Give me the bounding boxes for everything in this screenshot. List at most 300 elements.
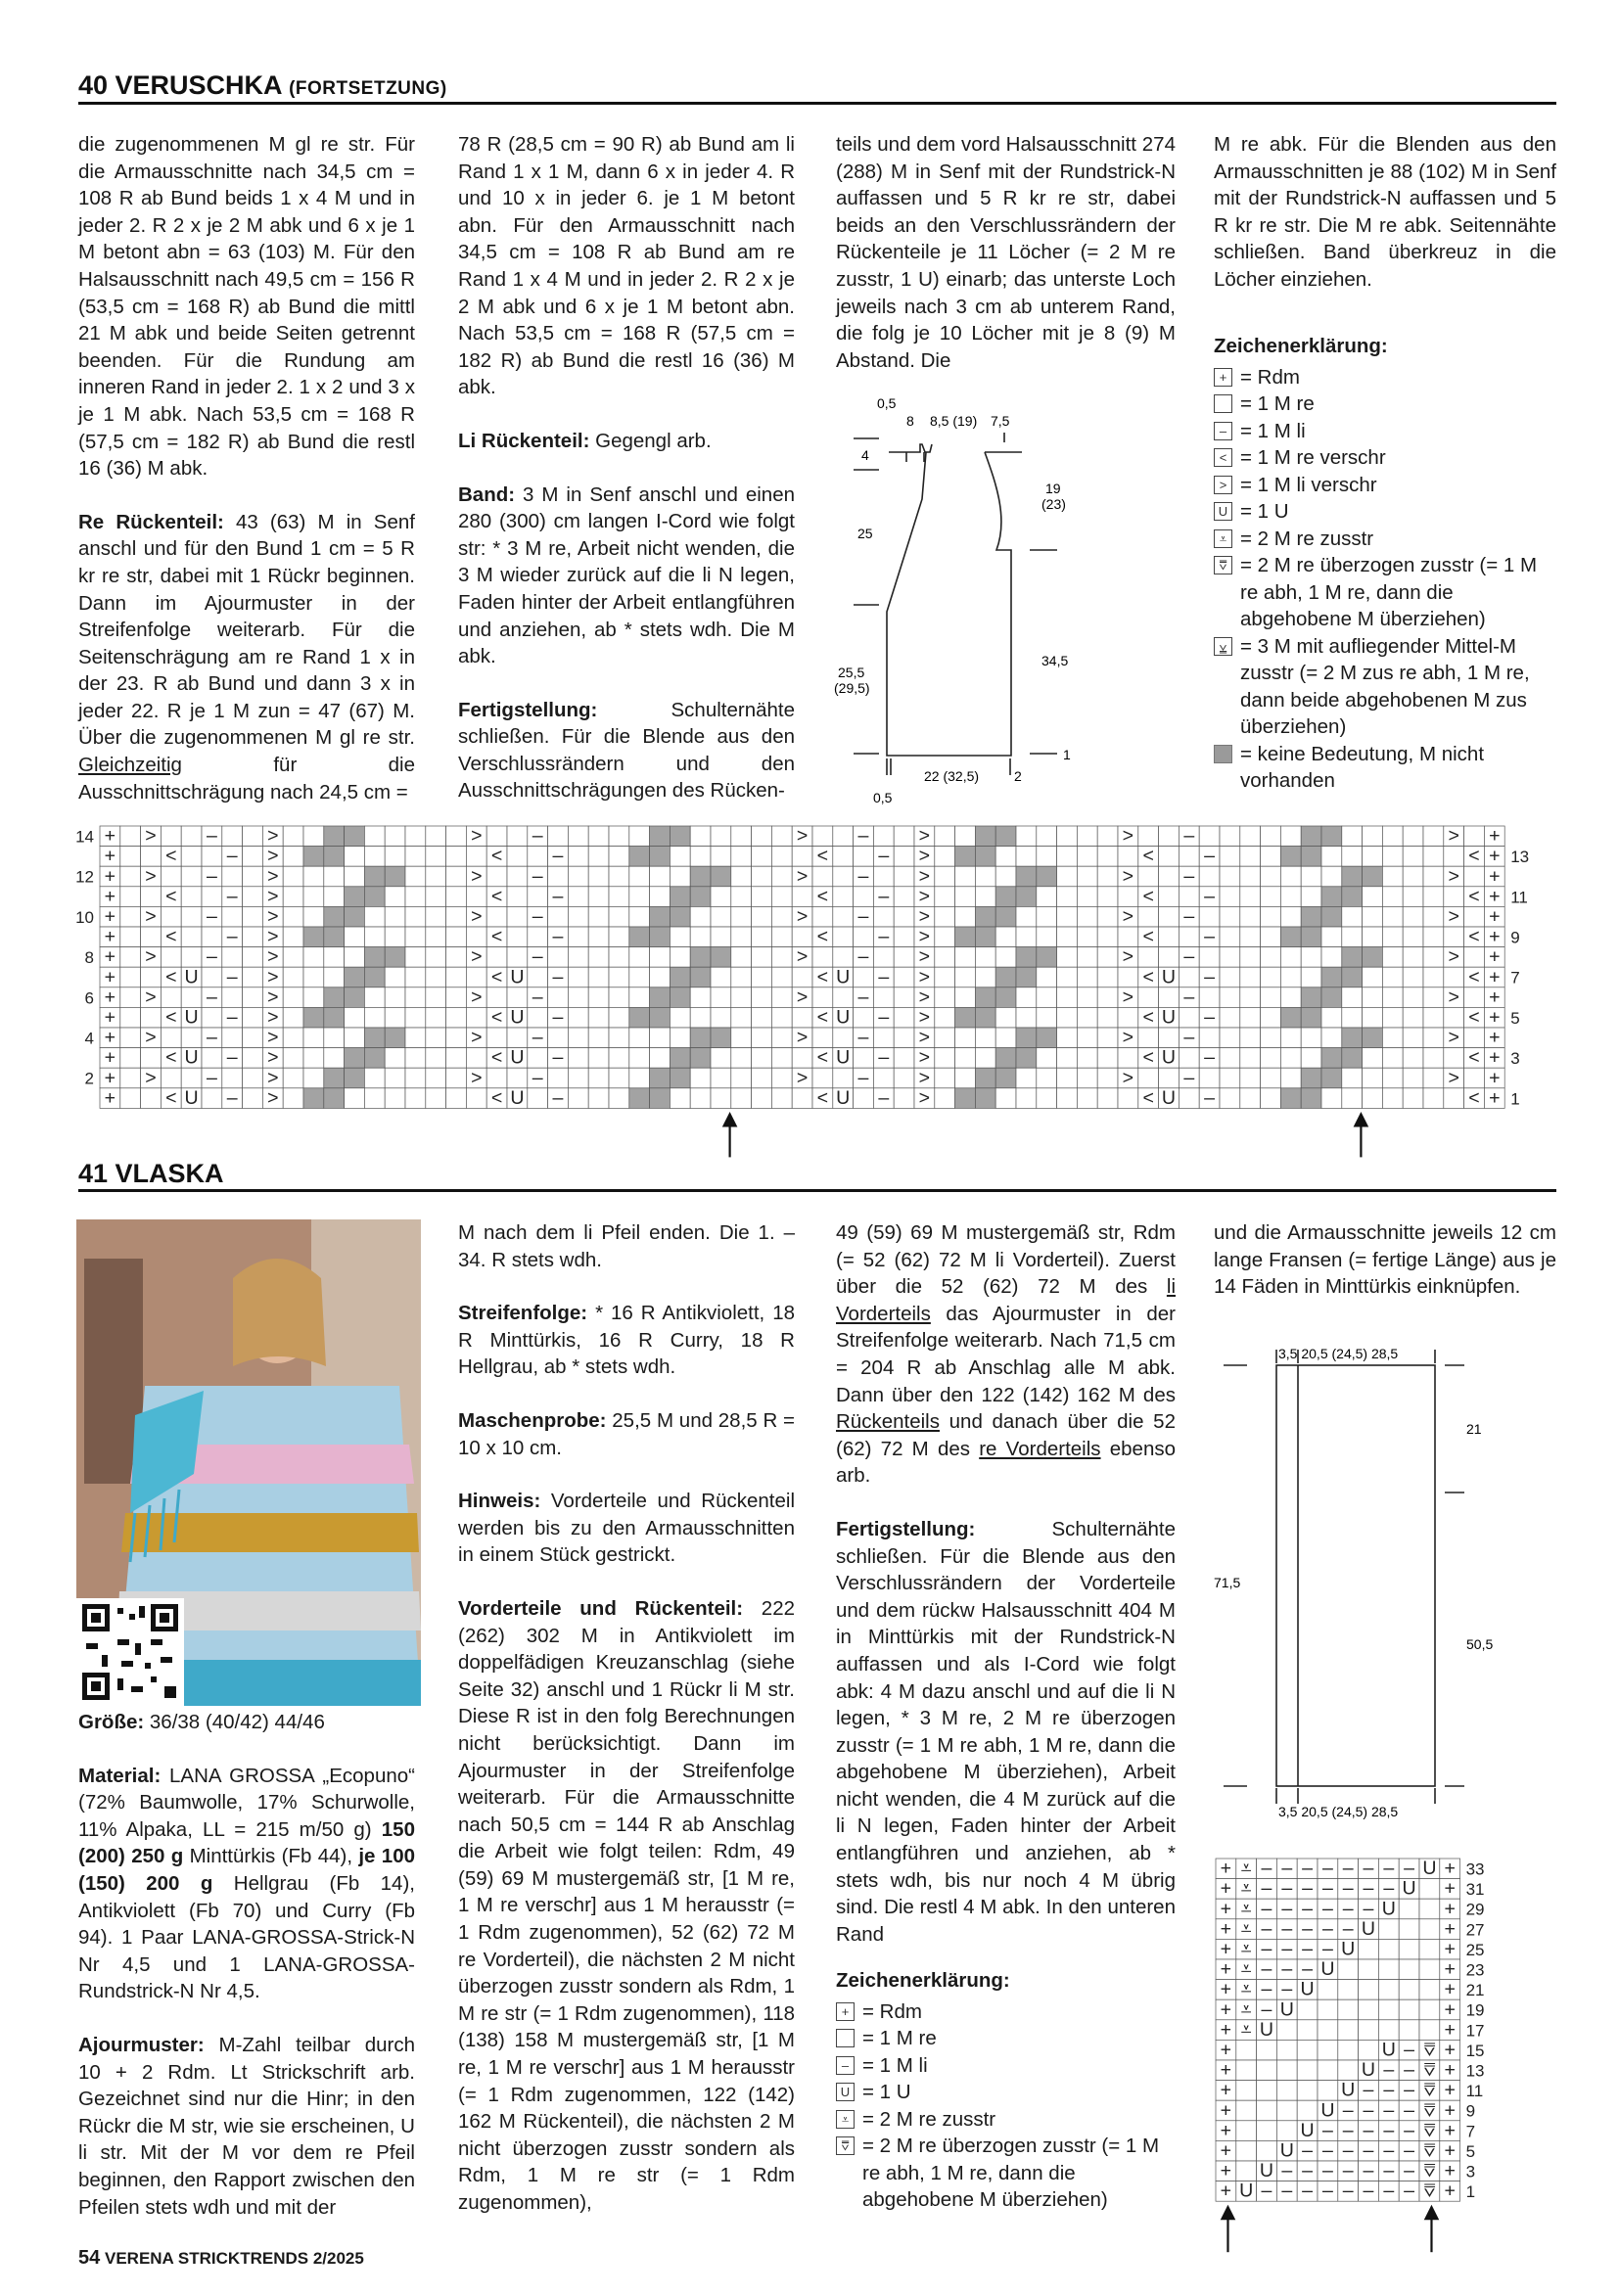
chart-cell <box>568 1007 588 1028</box>
chart-cell <box>1220 1068 1240 1088</box>
chart-symbol: < <box>1468 966 1480 988</box>
chart-symbol: < <box>816 966 829 988</box>
chart-cell <box>1261 1007 1281 1028</box>
chart-cell <box>1342 947 1363 968</box>
chart-cell <box>1297 2081 1318 2101</box>
chart-cell <box>426 1048 446 1069</box>
chart-cell <box>1378 2020 1399 2041</box>
chart-cell <box>854 1088 874 1109</box>
chart-cell <box>385 847 405 867</box>
chart-symbol: < <box>165 1086 177 1109</box>
chart-cell <box>1261 866 1281 887</box>
chart-symbol: + <box>1489 1027 1501 1049</box>
chart-cell <box>446 887 467 907</box>
chart-symbol: + <box>1444 2119 1456 2141</box>
chart-cell <box>1444 847 1464 867</box>
chart-symbol: – <box>226 966 238 988</box>
chart-cell <box>446 987 467 1008</box>
chart-cell <box>1423 866 1444 887</box>
chart-cell <box>731 887 752 907</box>
chart-cell <box>243 947 263 968</box>
chart-cell <box>1118 1007 1138 1028</box>
chart-cell <box>1220 967 1240 987</box>
chart-cell <box>1280 866 1301 887</box>
dim-label: (23) <box>1041 496 1066 512</box>
chart-cell <box>1403 1068 1423 1088</box>
chart-symbol: – <box>226 1086 238 1109</box>
dim-label: 0,5 <box>877 395 897 411</box>
chart-cell <box>690 1088 711 1109</box>
chart-cell <box>202 1088 222 1109</box>
chart-cell <box>568 967 588 987</box>
chart-cell <box>1423 967 1444 987</box>
chart-cell <box>1220 1028 1240 1048</box>
chart-symbol: U <box>1381 2039 1396 2061</box>
chart-cell <box>833 927 854 947</box>
chart-symbol: ⩢ <box>1423 2139 1436 2162</box>
chart-cell <box>568 866 588 887</box>
chart-cell <box>1280 826 1301 847</box>
chart-symbol: > <box>145 865 157 888</box>
chart-cell <box>588 887 609 907</box>
chart-symbol: + <box>1444 2180 1456 2202</box>
chart-cell <box>1077 967 1097 987</box>
chart-cell <box>1382 826 1403 847</box>
chart-symbol: > <box>1448 945 1459 968</box>
chart-symbol: – <box>1302 1917 1314 1940</box>
chart-symbol: > <box>1122 1027 1134 1049</box>
chart-symbol: + <box>1444 2059 1456 2082</box>
chart-cell <box>771 866 792 887</box>
paragraph: Re Rückenteil: 43 (63) M in Senf anschl und für den Bund 1 cm = 5 R kr re str, dabei mit 1 Rückr beginnen. Dann im Ajourmuster in der Streifenfolge weiterarb. Für die Seitenschrägung am re Rand 1 x in der 23. R ab Bund und dann 3 x in jeder 22. R je 1 M zun = 47 (67) M. Über die zugenommenen M gl re str. Gleichzeitig für die Ausschnittschrägung nach 24,5 cm = <box>78 510 415 804</box>
text-column-4-41 <box>1214 1219 1556 1327</box>
chart-cell <box>935 1007 955 1028</box>
chart-cell <box>222 1068 243 1088</box>
chart-cell <box>222 1028 243 1048</box>
chart-symbol: < <box>490 926 503 948</box>
chart-symbol: + <box>1489 1006 1501 1029</box>
chart-cell <box>1159 927 1180 947</box>
chart-cell <box>833 826 854 847</box>
chart-cell <box>1280 847 1301 867</box>
chart-symbol: ⩢ <box>1423 2099 1436 2122</box>
chart-cell <box>1016 1028 1037 1048</box>
chart-cell <box>1057 866 1078 887</box>
chart-cell <box>1403 826 1423 847</box>
chart-cell <box>609 947 629 968</box>
chart-cell <box>731 1068 752 1088</box>
chart-symbol: – <box>857 986 869 1008</box>
chart-symbol: – <box>878 966 890 988</box>
chart-cell <box>1382 866 1403 887</box>
chart-cell <box>629 1068 650 1088</box>
chart-cell <box>752 1048 772 1069</box>
chart-cell <box>833 1068 854 1088</box>
chart-symbol: U <box>184 966 199 988</box>
chart-cell <box>1419 1899 1440 1919</box>
ssk-box-icon: ⩢ <box>836 2136 855 2155</box>
chart-cell <box>345 947 365 968</box>
chart-cell <box>1057 1028 1078 1048</box>
chart-symbol: U <box>1279 2139 1294 2162</box>
chart-symbol: + <box>1444 1898 1456 1920</box>
chart-symbol: > <box>471 1027 483 1049</box>
chart-symbol: – <box>1321 2180 1333 2202</box>
chart-cell <box>1240 987 1261 1008</box>
chart-cell <box>1363 1068 1383 1088</box>
chart-symbol: – <box>1363 1877 1374 1900</box>
chart-cell <box>345 1088 365 1109</box>
chart-cell <box>1276 2040 1297 2060</box>
chart-cell <box>609 826 629 847</box>
chart-cell <box>364 847 385 867</box>
chart-symbol: + <box>1489 905 1501 928</box>
chart-cell <box>1016 987 1037 1008</box>
chart-symbol: – <box>1321 1877 1333 1900</box>
chart-cell <box>650 1048 671 1069</box>
chart-cell <box>1037 927 1057 947</box>
chart-cell <box>1199 826 1220 847</box>
chart-cell <box>1057 1007 1078 1028</box>
chart-cell <box>670 906 690 927</box>
chart-symbol: > <box>796 865 809 888</box>
chart-cell <box>752 1088 772 1109</box>
dim-label: 2 <box>1014 768 1022 784</box>
qr-code[interactable] <box>76 1598 184 1706</box>
chart-symbol: + <box>1220 2059 1232 2082</box>
row-number: 1 <box>1465 2182 1476 2202</box>
chart-cell <box>1240 1048 1261 1069</box>
chart-cell <box>528 1048 548 1069</box>
chart-cell <box>1097 927 1118 947</box>
chart-cell <box>507 847 528 867</box>
chart-symbol: – <box>1404 1858 1415 1880</box>
legend-item: = keine Bedeutung, M nicht vorhanden <box>1214 741 1556 795</box>
chart-symbol: > <box>918 825 931 848</box>
chart-symbol: – <box>1302 2180 1314 2202</box>
chart-cell <box>1419 1980 1440 2000</box>
chart-cell <box>1423 947 1444 968</box>
chart-cell <box>405 927 426 947</box>
chart-cell <box>1378 1999 1399 2020</box>
chart-symbol: > <box>145 825 157 848</box>
chart-symbol: U <box>1279 1998 1294 2021</box>
chart-cell <box>202 927 222 947</box>
chart-symbol: + <box>104 1086 116 1109</box>
chart-cell <box>283 826 303 847</box>
chart-cell <box>792 1088 812 1109</box>
chart-cell <box>1280 947 1301 968</box>
legend-item: ⩢ = 2 M re überzogen zusstr (= 1 M re abh, 1 M re, dann die abgehobene M überziehen) <box>1214 552 1556 633</box>
chart-cell <box>1318 2020 1338 2041</box>
chart-cell <box>894 967 914 987</box>
chart-symbol: – <box>857 865 869 888</box>
page-footer <box>78 2247 364 2270</box>
chart-cell <box>1261 1048 1281 1069</box>
chart-cell <box>426 947 446 968</box>
chart-cell <box>1338 2040 1359 2060</box>
chart-cell <box>283 1028 303 1048</box>
chart-symbol: + <box>1489 1046 1501 1069</box>
chart-symbol: < <box>1142 1006 1154 1029</box>
chart-cell <box>1159 987 1180 1008</box>
chart-cell <box>1016 847 1037 867</box>
chart-symbol: – <box>1383 1877 1395 1900</box>
chart-cell <box>690 1007 711 1028</box>
chart-cell <box>1057 1048 1078 1069</box>
chart-cell <box>1097 1068 1118 1088</box>
chart-symbol: + <box>104 966 116 988</box>
chart-cell <box>1444 887 1464 907</box>
chart-cell <box>690 927 711 947</box>
chart-cell <box>345 1048 365 1069</box>
chart-symbol: < <box>1142 1046 1154 1069</box>
chart-cell <box>731 1007 752 1028</box>
chart-cell <box>1220 906 1240 927</box>
chart-cell <box>1378 1919 1399 1940</box>
chart-cell <box>670 887 690 907</box>
paragraph: Maschenprobe: 25,5 M und 28,5 R = 10 x 10 cm. <box>458 1408 795 1459</box>
chart-cell <box>1382 1068 1403 1088</box>
chart-symbol: > <box>145 1067 157 1089</box>
chart-cell <box>1321 1068 1342 1088</box>
chart-cell <box>1257 2100 1277 2121</box>
knitting-chart-40 <box>59 822 1586 1165</box>
chart-symbol: < <box>490 1006 503 1029</box>
row-number: 3 <box>1510 1049 1520 1069</box>
chart-cell <box>1423 927 1444 947</box>
chart-cell <box>1280 987 1301 1008</box>
chart-cell <box>1138 906 1159 927</box>
chart-symbol: + <box>104 1046 116 1069</box>
chart-symbol: > <box>796 1027 809 1049</box>
chart-cell <box>1159 1028 1180 1048</box>
chart-symbol: + <box>1220 2180 1232 2202</box>
chart-cell <box>364 906 385 927</box>
chart-symbol: < <box>1142 845 1154 867</box>
chart-symbol: – <box>552 1086 564 1109</box>
chart-cell <box>345 967 365 987</box>
chart-cell <box>935 826 955 847</box>
chart-cell <box>1199 1028 1220 1048</box>
chart-symbol: U <box>1161 1086 1177 1109</box>
chart-symbol: < <box>165 1046 177 1069</box>
chart-cell <box>995 826 1016 847</box>
row-number: 13 <box>1465 2061 1485 2081</box>
chart-cell <box>405 1007 426 1028</box>
chart-symbol: ⩡ <box>1240 1938 1252 1960</box>
chart-symbol: – <box>1204 1046 1216 1069</box>
chart-cell <box>303 1068 324 1088</box>
chart-cell <box>324 866 345 887</box>
chart-cell <box>995 1028 1016 1048</box>
chart-cell <box>1444 1088 1464 1109</box>
chart-symbol: – <box>1281 1978 1293 2000</box>
chart-cell <box>711 947 731 968</box>
cdd-box-icon: ⩣ <box>1214 637 1232 656</box>
chart-cell <box>650 1028 671 1048</box>
chart-cell <box>752 967 772 987</box>
chart-cell <box>568 927 588 947</box>
chart-symbol: – <box>1342 2119 1354 2141</box>
chart-symbol: + <box>1489 1067 1501 1089</box>
chart-cell <box>303 927 324 947</box>
chart-symbol: U <box>836 1006 851 1029</box>
chart-cell <box>222 906 243 927</box>
chart-cell <box>1138 826 1159 847</box>
dim-label: 8,5 (19) <box>930 413 978 429</box>
arrow-up-icon <box>1222 2207 1233 2252</box>
chart-cell <box>324 847 345 867</box>
chart-cell <box>120 866 141 887</box>
chart-symbol: – <box>1183 1067 1195 1089</box>
chart-symbol: ⩡ <box>1240 1917 1252 1940</box>
chart-cell <box>894 847 914 867</box>
chart-cell <box>1321 947 1342 968</box>
chart-symbol: U <box>1300 1978 1315 2000</box>
chart-cell <box>426 847 446 867</box>
chart-symbol: U <box>1361 1917 1376 1940</box>
chart-cell <box>222 866 243 887</box>
chart-cell <box>243 826 263 847</box>
chart-cell <box>975 927 995 947</box>
chart-cell <box>1016 906 1037 927</box>
chart-cell <box>629 987 650 1008</box>
chart-symbol: > <box>796 1067 809 1089</box>
chart-cell <box>690 1048 711 1069</box>
chart-cell <box>1403 927 1423 947</box>
chart-cell <box>181 887 202 907</box>
chart-cell <box>812 947 833 968</box>
chart-cell <box>711 987 731 1008</box>
dim-label: 4 <box>861 447 869 463</box>
chart-symbol: < <box>816 1006 829 1029</box>
chart-cell <box>324 1028 345 1048</box>
chart-cell <box>1240 887 1261 907</box>
row-number: 3 <box>1465 2162 1476 2181</box>
chart-cell <box>731 826 752 847</box>
chart-cell <box>405 947 426 968</box>
chart-symbol: – <box>1281 1858 1293 1880</box>
chart-cell <box>670 1068 690 1088</box>
chart-cell <box>1464 1028 1485 1048</box>
chart-cell <box>650 847 671 867</box>
chart-symbol: – <box>1363 2160 1374 2182</box>
chart-cell <box>181 866 202 887</box>
chart-cell <box>1403 1088 1423 1109</box>
chart-cell <box>303 967 324 987</box>
paragraph: Vorderteile und Rückenteil: 222 (262) 302 M in Antikviolett im doppelfädigen Kreuzanschlag (siehe Seite 32) anschl und 1 Rückr li M str. Diese R ist in den folg Berechnungen nicht berücksichtigt. Dann im Ajourmuster in der Streifenfolge weiterarb. Für die Armausschnitte nach 50,5 cm = 144 R ab Anschlag die Arbeit wie folgt teilen: Rdm, 49 (59) 69 M mustergemäß str, [1 M re, 1 M re verschr] aus 1 M herausstr (= 1 Rdm zugenommen), 52 (62) 72 M re Vorderteil), die nächsten 2 M nicht überzogen zusstr sondern als Rdm, 1 M re str (= 1 Rdm zugenommen), 118 (138) 158 M mustergemäß str, [1 M re, 1 M re verschr] aus 1 M herausstr (= 1 Rdm zugenommen, 122 (142) 162 M Rückenteil), die nächsten 2 M nicht überzogen zusstr sondern als Rdm, 1 M re str (= 1 Rdm zugenommen), <box>458 1596 795 2214</box>
row-number: 21 <box>1465 1981 1485 2000</box>
chart-cell <box>283 1088 303 1109</box>
chart-cell <box>1338 2020 1359 2041</box>
chart-cell <box>1403 1048 1423 1069</box>
chart-cell <box>690 906 711 927</box>
chart-cell <box>1399 2020 1419 2041</box>
chart-cell <box>588 987 609 1008</box>
chart-symbol: U <box>1422 1858 1437 1880</box>
chart-symbol: + <box>1444 2160 1456 2182</box>
chart-cell <box>1403 1028 1423 1048</box>
chart-symbol: + <box>1489 986 1501 1008</box>
chart-cell <box>975 947 995 968</box>
chart-cell <box>1240 967 1261 987</box>
chart-symbol: – <box>1342 2139 1354 2162</box>
chart-cell <box>873 1068 894 1088</box>
chart-symbol: – <box>1261 1877 1272 1900</box>
chart-cell <box>1301 1007 1321 1028</box>
chart-cell <box>446 1048 467 1069</box>
chart-cell <box>1297 2040 1318 2060</box>
chart-cell <box>711 847 731 867</box>
chart-cell <box>1403 847 1423 867</box>
chart-cell <box>752 887 772 907</box>
dim-label: 3,5 20,5 (24,5) 28,5 <box>1278 1346 1399 1361</box>
chart-cell <box>141 887 162 907</box>
chart-cell <box>1257 2121 1277 2141</box>
paragraph: 49 (59) 69 M mustergemäß str, Rdm (= 52 (62) 72 M li Vorderteil). Zuerst über die 52 (62) 72 M des li Vorderteils das Ajourmuster in der Streifenfolge weiterarb. Nach 71,5 cm = 204 R ab Anschlag alle M abk. Dann über den 122 (142) 162 M des Rückenteils und danach über die 52 (62) 72 M des re Vorderteils ebenso arb. <box>836 1221 1176 1488</box>
chart-cell <box>283 906 303 927</box>
chart-cell <box>1338 1980 1359 2000</box>
chart-cell <box>1037 906 1057 927</box>
chart-symbol: + <box>1489 945 1501 968</box>
chart-cell <box>1444 1048 1464 1069</box>
empty-box-icon <box>836 2029 855 2047</box>
chart-cell <box>670 1048 690 1069</box>
chart-cell <box>609 887 629 907</box>
chart-cell <box>1399 1899 1419 1919</box>
chart-cell <box>1057 927 1078 947</box>
chart-cell <box>405 847 426 867</box>
chart-symbol: – <box>552 926 564 948</box>
chart-cell <box>1077 906 1097 927</box>
chart-symbol: + <box>1444 2099 1456 2122</box>
chart-cell <box>711 866 731 887</box>
chart-cell <box>1301 1088 1321 1109</box>
chart-symbol: – <box>226 845 238 867</box>
legend-title: Zeichenerklärung: <box>1214 335 1388 357</box>
chart-cell <box>141 1088 162 1109</box>
row-number: 14 <box>75 827 94 847</box>
chart-cell <box>1342 826 1363 847</box>
chart-cell <box>1359 1980 1379 2000</box>
chart-symbol: > <box>267 966 279 988</box>
chart-cell <box>1261 1068 1281 1088</box>
chart-cell <box>426 887 446 907</box>
chart-cell <box>243 866 263 887</box>
chart-symbol: U <box>510 1006 525 1029</box>
chart-cell <box>181 847 202 867</box>
chart-cell <box>955 1007 976 1028</box>
chart-cell <box>1016 826 1037 847</box>
chart-cell <box>548 906 569 927</box>
chart-cell <box>1321 927 1342 947</box>
chart-cell <box>1363 1088 1383 1109</box>
chart-cell <box>324 1048 345 1069</box>
chart-cell <box>1261 847 1281 867</box>
chart-cell <box>995 1088 1016 1109</box>
chart-cell <box>1423 987 1444 1008</box>
chart-cell <box>1423 847 1444 867</box>
chart-cell <box>1240 947 1261 968</box>
chart-cell <box>1342 1068 1363 1088</box>
garment-schematic-41 <box>1214 1336 1556 1825</box>
chart-cell <box>771 927 792 947</box>
chart-cell <box>731 967 752 987</box>
chart-cell <box>1301 847 1321 867</box>
chart-cell <box>1382 906 1403 927</box>
chart-cell <box>1220 987 1240 1008</box>
